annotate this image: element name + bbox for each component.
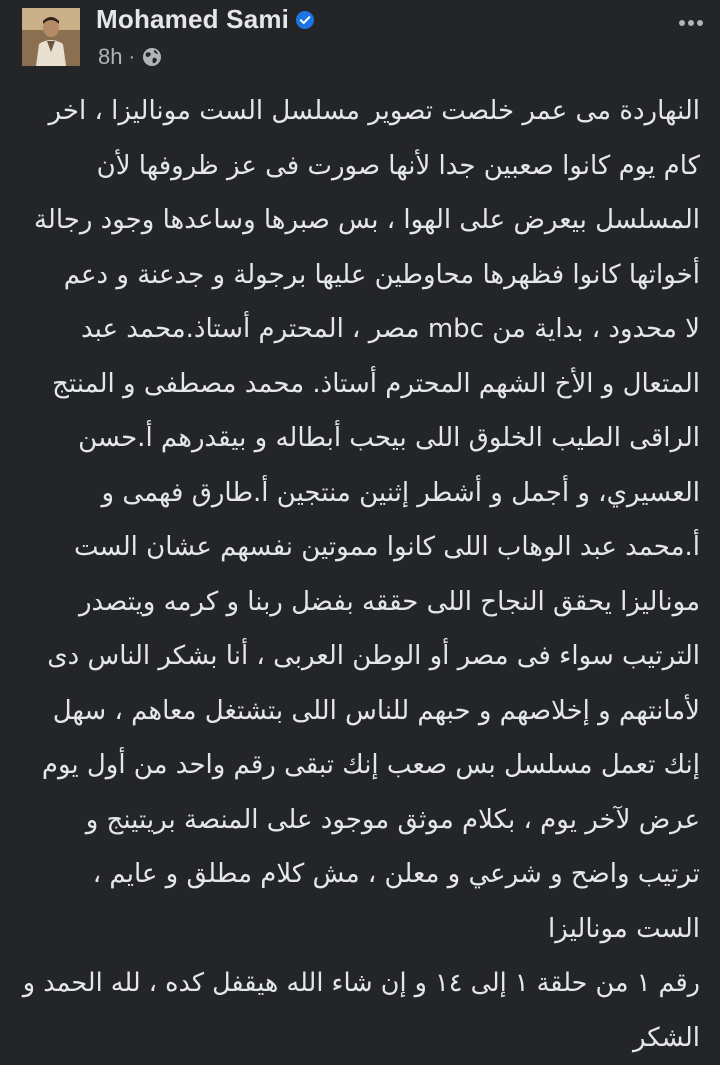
globe-icon[interactable]	[141, 46, 163, 68]
post-meta	[98, 44, 163, 70]
post-text-line: النهاردة مى عمر خلصت تصوير مسلسل الست موناليزا ، اخر	[20, 84, 700, 139]
post-text-line: المتعال و الأخ الشهم المحترم أستاذ. محمد مصطفى و المنتج	[20, 357, 700, 412]
post-text	[20, 84, 700, 1065]
author-avatar[interactable]	[22, 8, 80, 66]
post-text-line: إنك تعمل مسلسل بس صعب إنك تبقى رقم واحد من أول يوم	[20, 738, 700, 793]
post-text-line: عرض لآخر يوم ، بكلام موثق موجود على المنصة بريتينج و	[20, 793, 700, 848]
post-text-line: موناليزا يحقق النجاح اللى حققه بفضل ربنا و كرمه ويتصدر	[20, 575, 700, 630]
more-options-button[interactable]	[676, 8, 706, 38]
verified-badge-icon	[295, 10, 315, 30]
post-text-line: كام يوم كانوا صعبين جدا لأنها صورت فى عز ظروفها لأن	[20, 139, 700, 194]
post-text-line: المسلسل بيعرض على الهوا ، بس صبرها وساعدها وجود رجالة	[20, 193, 700, 248]
post-text-line: الراقى الطيب الخلوق اللى بيحب أبطاله و بيقدرهم أ.حسن	[20, 411, 700, 466]
post-text-line: الترتيب سواء فى مصر أو الوطن العربى ، أنا بشكر الناس دى	[20, 629, 700, 684]
post-text-line: ترتيب واضح و شرعي و معلن ، مش كلام مطلق و عايم ،	[20, 847, 700, 902]
post-text-line: لأمانتهم و إخلاصهم و حبهم للناس اللى بتشتغل معاهم ، سهل	[20, 684, 700, 739]
author-header	[96, 4, 315, 35]
post-text-line: العسيري، و أجمل و أشطر إثنين منتجين أ.طارق فهمى و	[20, 466, 700, 521]
author-name[interactable]: Mohamed Sami	[96, 4, 289, 35]
avatar-photo	[22, 8, 80, 66]
post-text-line: رقم ١ من حلقة ١ إلى ١٤ و إن شاء الله هيقفل كده ، لله الحمد و	[20, 956, 700, 1011]
meta-separator: ·	[128, 47, 135, 67]
more-options-icon	[678, 19, 704, 27]
post-text-line: لا محدود ، بداية من mbc مصر ، المحترم أستاذ.محمد عبد	[20, 302, 700, 357]
post-text-line: أخواتها كانوا فظهرها محاوطين عليها برجولة و جدعنة و دعم	[20, 248, 700, 303]
post-text-line: الشكر	[20, 1011, 700, 1065]
post-text-line: أ.محمد عبد الوهاب اللى كانوا مموتين نفسهم عشان الست	[20, 520, 700, 575]
post-timestamp[interactable]: 8h	[98, 44, 122, 70]
post-text-line: الست موناليزا	[20, 902, 700, 957]
